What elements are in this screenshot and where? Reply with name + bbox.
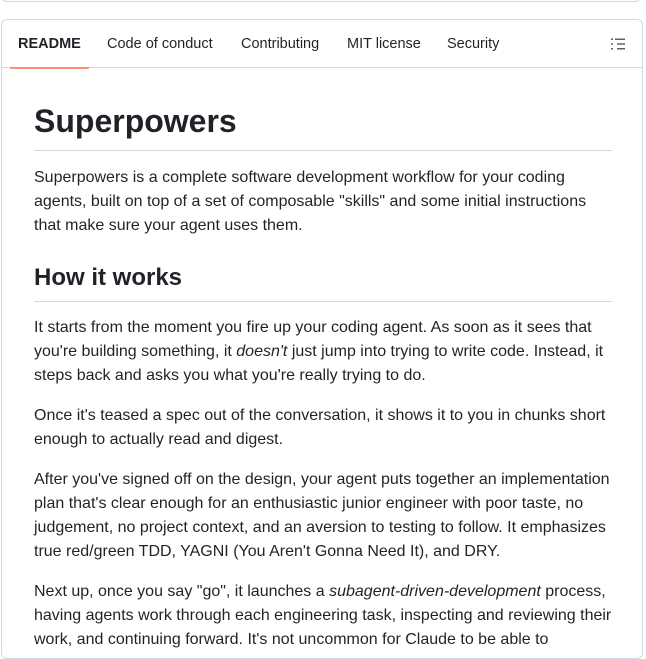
- tab-code-of-conduct[interactable]: Code of conduct: [107, 36, 213, 52]
- tab-security[interactable]: Security: [447, 36, 500, 52]
- tab-readme[interactable]: README: [18, 20, 81, 68]
- intro-paragraph: Superpowers is a complete software development workflow for your coding agents, built on top of a set of composable "skills" and some initial instructions that make sure your agent uses them.: [34, 169, 587, 234]
- list-icon[interactable]: [610, 36, 626, 52]
- how-it-works-heading: How it works: [34, 263, 612, 302]
- paragraph-2: Once it's teased a spec out of the conversation, it shows it to you in chunks short enough to actually read and digest.: [34, 407, 606, 448]
- readme-title: Superpowers: [34, 101, 612, 151]
- tab-mit-license[interactable]: MIT license: [347, 36, 421, 52]
- paragraph-4: Next up, once you say "go", it launches a subagent-driven-development process, having agents work through each engineering task, inspecting and reviewing their work, and continuing forward. It's not uncommon for Claude to be able to: [34, 583, 612, 648]
- paragraph-3: After you've signed off on the design, your agent puts together an implementation plan that's clear enough for an enthusiastic junior engineer with poor taste, no judgement, no project context, and an aversion to testing to follow. It emphasizes true red/green TDD, YAGNI (You Aren't Gonna Need It), and DRY.: [34, 471, 610, 560]
- tab-contributing[interactable]: Contributing: [241, 36, 320, 52]
- paragraph-1: It starts from the moment you fire up your coding agent. As soon as it sees that you're building something, it doesn't just jump into trying to write code. Instead, it steps back and asks you what you're really trying to do.: [34, 319, 604, 384]
- readme-panel: [1, 19, 643, 659]
- previous-card: [1, 0, 641, 2]
- readme-tabs: [2, 20, 642, 68]
